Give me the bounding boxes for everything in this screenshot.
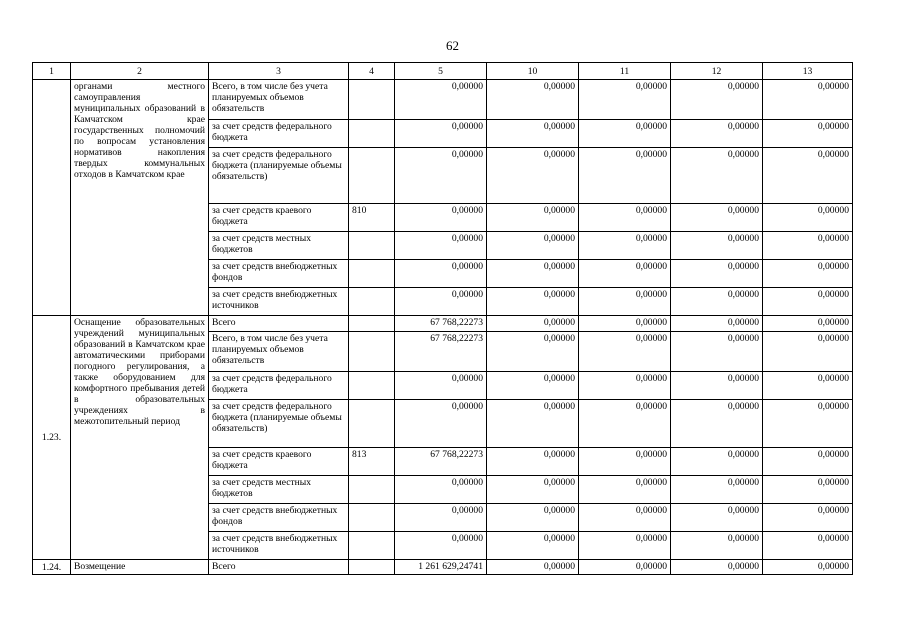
value-col-12: 0,00000 [671, 80, 763, 120]
funding-source: за счет средств федерального бюджета [209, 120, 349, 148]
funding-source: за счет средств внебюджетных фондов [209, 260, 349, 288]
value-col-10: 0,00000 [487, 448, 579, 476]
value-col-13: 0,00000 [763, 148, 853, 204]
value-col-5: 67 768,22273 [395, 332, 487, 372]
value-col-12: 0,00000 [671, 448, 763, 476]
funding-source: за счет средств федерального бюджета (планируемые объемы обязательств) [209, 400, 349, 448]
funding-source: за счет средств местных бюджетов [209, 476, 349, 504]
funding-source: за счет средств местных бюджетов [209, 232, 349, 260]
funding-source: за счет средств внебюджетных источников [209, 532, 349, 560]
value-col-11: 0,00000 [579, 148, 671, 204]
budget-code [349, 80, 395, 120]
budget-code [349, 372, 395, 400]
table-row [33, 80, 853, 120]
value-col-12: 0,00000 [671, 560, 763, 575]
value-col-11: 0,00000 [579, 288, 671, 316]
value-col-11: 0,00000 [579, 504, 671, 532]
value-col-12: 0,00000 [671, 400, 763, 448]
budget-code [349, 148, 395, 204]
value-col-13: 0,00000 [763, 232, 853, 260]
value-col-10: 0,00000 [487, 80, 579, 120]
budget-code [349, 332, 395, 372]
row-index [33, 80, 71, 316]
value-col-10: 0,00000 [487, 204, 579, 232]
budget-code [349, 288, 395, 316]
value-col-10: 0,00000 [487, 476, 579, 504]
value-col-5: 0,00000 [395, 288, 487, 316]
column-header: 10 [487, 63, 579, 80]
value-col-13: 0,00000 [763, 80, 853, 120]
row-index: 1.24. [33, 560, 71, 575]
value-col-11: 0,00000 [579, 316, 671, 332]
budget-code [349, 316, 395, 332]
funding-source: за счет средств федерального бюджета (планируемые объемы обязательств) [209, 148, 349, 204]
value-col-13: 0,00000 [763, 316, 853, 332]
measure-name: Оснащение образовательных учреждений муниципальных образований в Камчатском крае автоматическими приборами погодного регулирования, а также оборудованием для комфортного пребывания детей в образовательных учреждениях в межотопительный период [71, 316, 209, 560]
value-col-13: 0,00000 [763, 400, 853, 448]
funding-source: Всего, в том числе без учета планируемых объемов обязательств [209, 332, 349, 372]
funding-source: за счет средств федерального бюджета [209, 372, 349, 400]
value-col-10: 0,00000 [487, 232, 579, 260]
value-col-12: 0,00000 [671, 372, 763, 400]
table-row [33, 560, 853, 575]
budget-code [349, 504, 395, 532]
value-col-5: 0,00000 [395, 204, 487, 232]
value-col-11: 0,00000 [579, 204, 671, 232]
value-col-5: 0,00000 [395, 120, 487, 148]
value-col-12: 0,00000 [671, 232, 763, 260]
value-col-13: 0,00000 [763, 332, 853, 372]
funding-source: за счет средств краевого бюджета [209, 448, 349, 476]
budget-code [349, 232, 395, 260]
row-index: 1.23. [33, 316, 71, 560]
column-header: 12 [671, 63, 763, 80]
header-row [33, 63, 853, 80]
value-col-5: 0,00000 [395, 476, 487, 504]
value-col-5: 0,00000 [395, 372, 487, 400]
value-col-11: 0,00000 [579, 332, 671, 372]
value-col-5: 0,00000 [395, 148, 487, 204]
value-col-10: 0,00000 [487, 560, 579, 575]
page-number: 62 [446, 38, 459, 53]
funding-source: Всего [209, 560, 349, 575]
value-col-5: 0,00000 [395, 532, 487, 560]
value-col-11: 0,00000 [579, 400, 671, 448]
column-header: 2 [71, 63, 209, 80]
measure-name: органами местного самоуправления муниципальных образований в Камчатском крае государственных полномочий по вопросам установления нормативов накопления твердых коммунальных отходов в Камчатском крае [71, 80, 209, 316]
value-col-10: 0,00000 [487, 372, 579, 400]
value-col-10: 0,00000 [487, 332, 579, 372]
budget-code [349, 260, 395, 288]
value-col-12: 0,00000 [671, 532, 763, 560]
measure-name: Возмещение [71, 560, 209, 575]
value-col-12: 0,00000 [671, 504, 763, 532]
value-col-11: 0,00000 [579, 560, 671, 575]
value-col-12: 0,00000 [671, 204, 763, 232]
column-header: 11 [579, 63, 671, 80]
column-header: 4 [349, 63, 395, 80]
column-header: 13 [763, 63, 853, 80]
value-col-13: 0,00000 [763, 372, 853, 400]
column-header: 5 [395, 63, 487, 80]
value-col-11: 0,00000 [579, 260, 671, 288]
value-col-5: 0,00000 [395, 232, 487, 260]
funding-source: Всего [209, 316, 349, 332]
value-col-12: 0,00000 [671, 120, 763, 148]
value-col-13: 0,00000 [763, 204, 853, 232]
value-col-5: 67 768,22273 [395, 448, 487, 476]
value-col-10: 0,00000 [487, 148, 579, 204]
value-col-5: 67 768,22273 [395, 316, 487, 332]
value-col-10: 0,00000 [487, 120, 579, 148]
value-col-13: 0,00000 [763, 504, 853, 532]
column-header: 1 [33, 63, 71, 80]
value-col-5: 0,00000 [395, 400, 487, 448]
value-col-5: 1 261 629,24741 [395, 560, 487, 575]
budget-code: 813 [349, 448, 395, 476]
table-row [33, 316, 853, 332]
value-col-11: 0,00000 [579, 80, 671, 120]
budget-code [349, 400, 395, 448]
value-col-11: 0,00000 [579, 532, 671, 560]
value-col-13: 0,00000 [763, 120, 853, 148]
value-col-13: 0,00000 [763, 560, 853, 575]
value-col-11: 0,00000 [579, 372, 671, 400]
value-col-11: 0,00000 [579, 448, 671, 476]
value-col-11: 0,00000 [579, 476, 671, 504]
value-col-12: 0,00000 [671, 148, 763, 204]
value-col-11: 0,00000 [579, 120, 671, 148]
value-col-13: 0,00000 [763, 476, 853, 504]
value-col-10: 0,00000 [487, 260, 579, 288]
value-col-13: 0,00000 [763, 532, 853, 560]
value-col-12: 0,00000 [671, 260, 763, 288]
budget-code: 810 [349, 204, 395, 232]
budget-code [349, 120, 395, 148]
funding-source: за счет средств внебюджетных фондов [209, 504, 349, 532]
value-col-12: 0,00000 [671, 316, 763, 332]
funding-source: Всего, в том числе без учета планируемых объемов обязательств [209, 80, 349, 120]
budget-code [349, 476, 395, 504]
budget-code [349, 560, 395, 575]
value-col-12: 0,00000 [671, 332, 763, 372]
funding-source: за счет средств внебюджетных источников [209, 288, 349, 316]
value-col-5: 0,00000 [395, 80, 487, 120]
value-col-5: 0,00000 [395, 504, 487, 532]
value-col-10: 0,00000 [487, 532, 579, 560]
value-col-13: 0,00000 [763, 448, 853, 476]
budget-table [32, 62, 853, 575]
value-col-13: 0,00000 [763, 260, 853, 288]
value-col-13: 0,00000 [763, 288, 853, 316]
budget-code [349, 532, 395, 560]
value-col-10: 0,00000 [487, 316, 579, 332]
value-col-5: 0,00000 [395, 260, 487, 288]
value-col-12: 0,00000 [671, 288, 763, 316]
value-col-11: 0,00000 [579, 232, 671, 260]
funding-source: за счет средств краевого бюджета [209, 204, 349, 232]
value-col-10: 0,00000 [487, 288, 579, 316]
column-header: 3 [209, 63, 349, 80]
value-col-12: 0,00000 [671, 476, 763, 504]
value-col-10: 0,00000 [487, 400, 579, 448]
value-col-10: 0,00000 [487, 504, 579, 532]
